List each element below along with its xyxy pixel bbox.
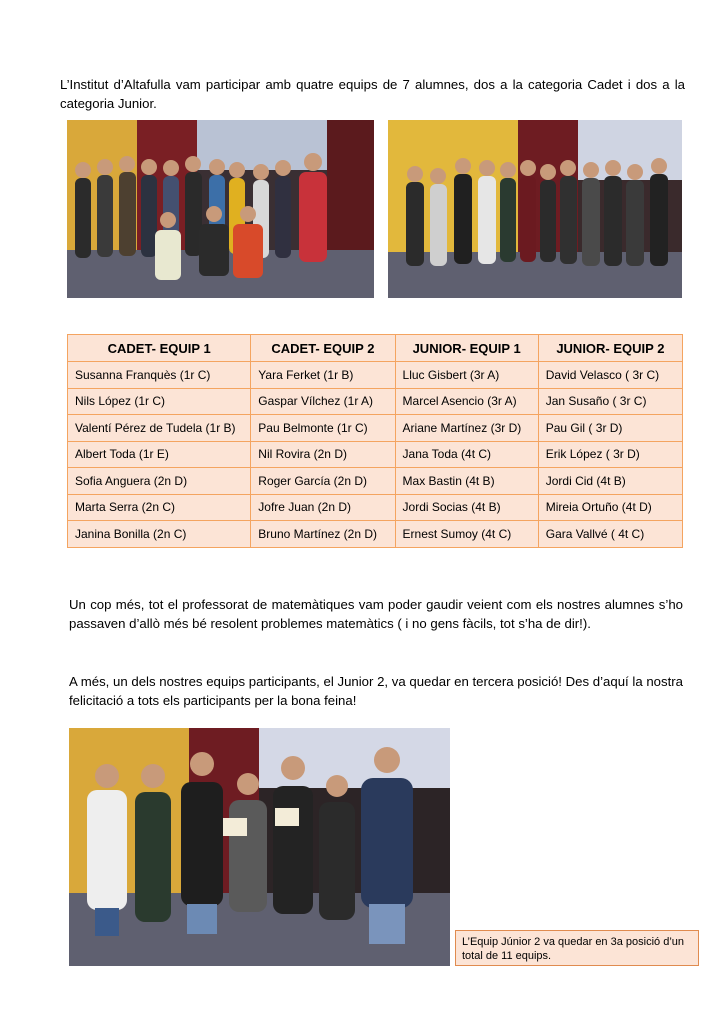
table-row <box>68 468 683 495</box>
table-cell: Jan Susaño ( 3r C) <box>538 388 682 415</box>
table-cell: Janina Bonilla (2n C) <box>68 521 251 548</box>
table-cell: Pau Belmonte (1r C) <box>251 415 395 442</box>
cadet-group-photo <box>67 120 374 298</box>
table-cell: Nils López (1r C) <box>68 388 251 415</box>
table-header-row <box>68 335 683 362</box>
header-junior-equip-2: JUNIOR- EQUIP 2 <box>538 335 682 362</box>
table-cell: Marcel Asencio (3r A) <box>395 388 538 415</box>
cadet-group-photo-image <box>67 120 374 298</box>
junior-2-team-photo <box>69 728 450 966</box>
teams-table <box>67 334 683 548</box>
table-row <box>68 388 683 415</box>
table-cell: Lluc Gisbert (3r A) <box>395 362 538 389</box>
table-cell: Susanna Franquès (1r C) <box>68 362 251 389</box>
paragraph-result: A més, un dels nostres equips participants, el Junior 2, va quedar en tercera posició! Des d’aquí la nostra felicitació a tots els participants per la bona feina! <box>69 674 683 709</box>
table-cell: Jofre Juan (2n D) <box>251 494 395 521</box>
paragraph-experience: Un cop més, tot el professorat de matemàtiques vam poder gaudir veient com els nostres alumnes s’ho passaven d’allò més bé resolent problemes matemàtics ( i no gens fàcils, tot s’ha de dir!). <box>69 597 683 632</box>
table-cell: Jordi Cid (4t B) <box>538 468 682 495</box>
junior-group-photo <box>388 120 682 298</box>
table-cell: David Velasco ( 3r C) <box>538 362 682 389</box>
header-junior-equip-1: JUNIOR- EQUIP 1 <box>395 335 538 362</box>
table-cell: Ariane Martínez (3r D) <box>395 415 538 442</box>
table-cell: Ernest Sumoy (4t C) <box>395 521 538 548</box>
table-cell: Nil Rovira (2n D) <box>251 441 395 468</box>
table-cell: Jana Toda (4t C) <box>395 441 538 468</box>
table-cell: Albert Toda (1r E) <box>68 441 251 468</box>
table-row <box>68 362 683 389</box>
table-row <box>68 415 683 442</box>
junior-group-photo-image <box>388 120 682 298</box>
table-row <box>68 494 683 521</box>
table-cell: Erik López ( 3r D) <box>538 441 682 468</box>
junior-2-team-photo-image <box>69 728 450 966</box>
table-cell: Yara Ferket (1r B) <box>251 362 395 389</box>
table-cell: Mireia Ortuño (4t D) <box>538 494 682 521</box>
table-cell: Bruno Martínez (2n D) <box>251 521 395 548</box>
header-cadet-equip-1: CADET- EQUIP 1 <box>68 335 251 362</box>
table-cell: Marta Serra (2n C) <box>68 494 251 521</box>
table-cell: Valentí Pérez de Tudela (1r B) <box>68 415 251 442</box>
header-cadet-equip-2: CADET- EQUIP 2 <box>251 335 395 362</box>
table-cell: Sofia Anguera (2n D) <box>68 468 251 495</box>
table-cell: Gara Vallvé ( 4t C) <box>538 521 682 548</box>
table-row <box>68 521 683 548</box>
intro-paragraph: L’Institut d’Altafulla vam participar amb quatre equips de 7 alumnes, dos a la categoria Cadet i dos a la categoria Junior. <box>60 77 685 112</box>
photo-caption: L’Equip Júnior 2 va quedar en 3a posició d’un total de 11 equips. <box>455 930 699 966</box>
table-cell: Roger García (2n D) <box>251 468 395 495</box>
table-cell: Max Bastin (4t B) <box>395 468 538 495</box>
table-cell: Jordi Socias (4t B) <box>395 494 538 521</box>
table-row <box>68 441 683 468</box>
table-cell: Gaspar Vílchez (1r A) <box>251 388 395 415</box>
table-cell: Pau Gil ( 3r D) <box>538 415 682 442</box>
